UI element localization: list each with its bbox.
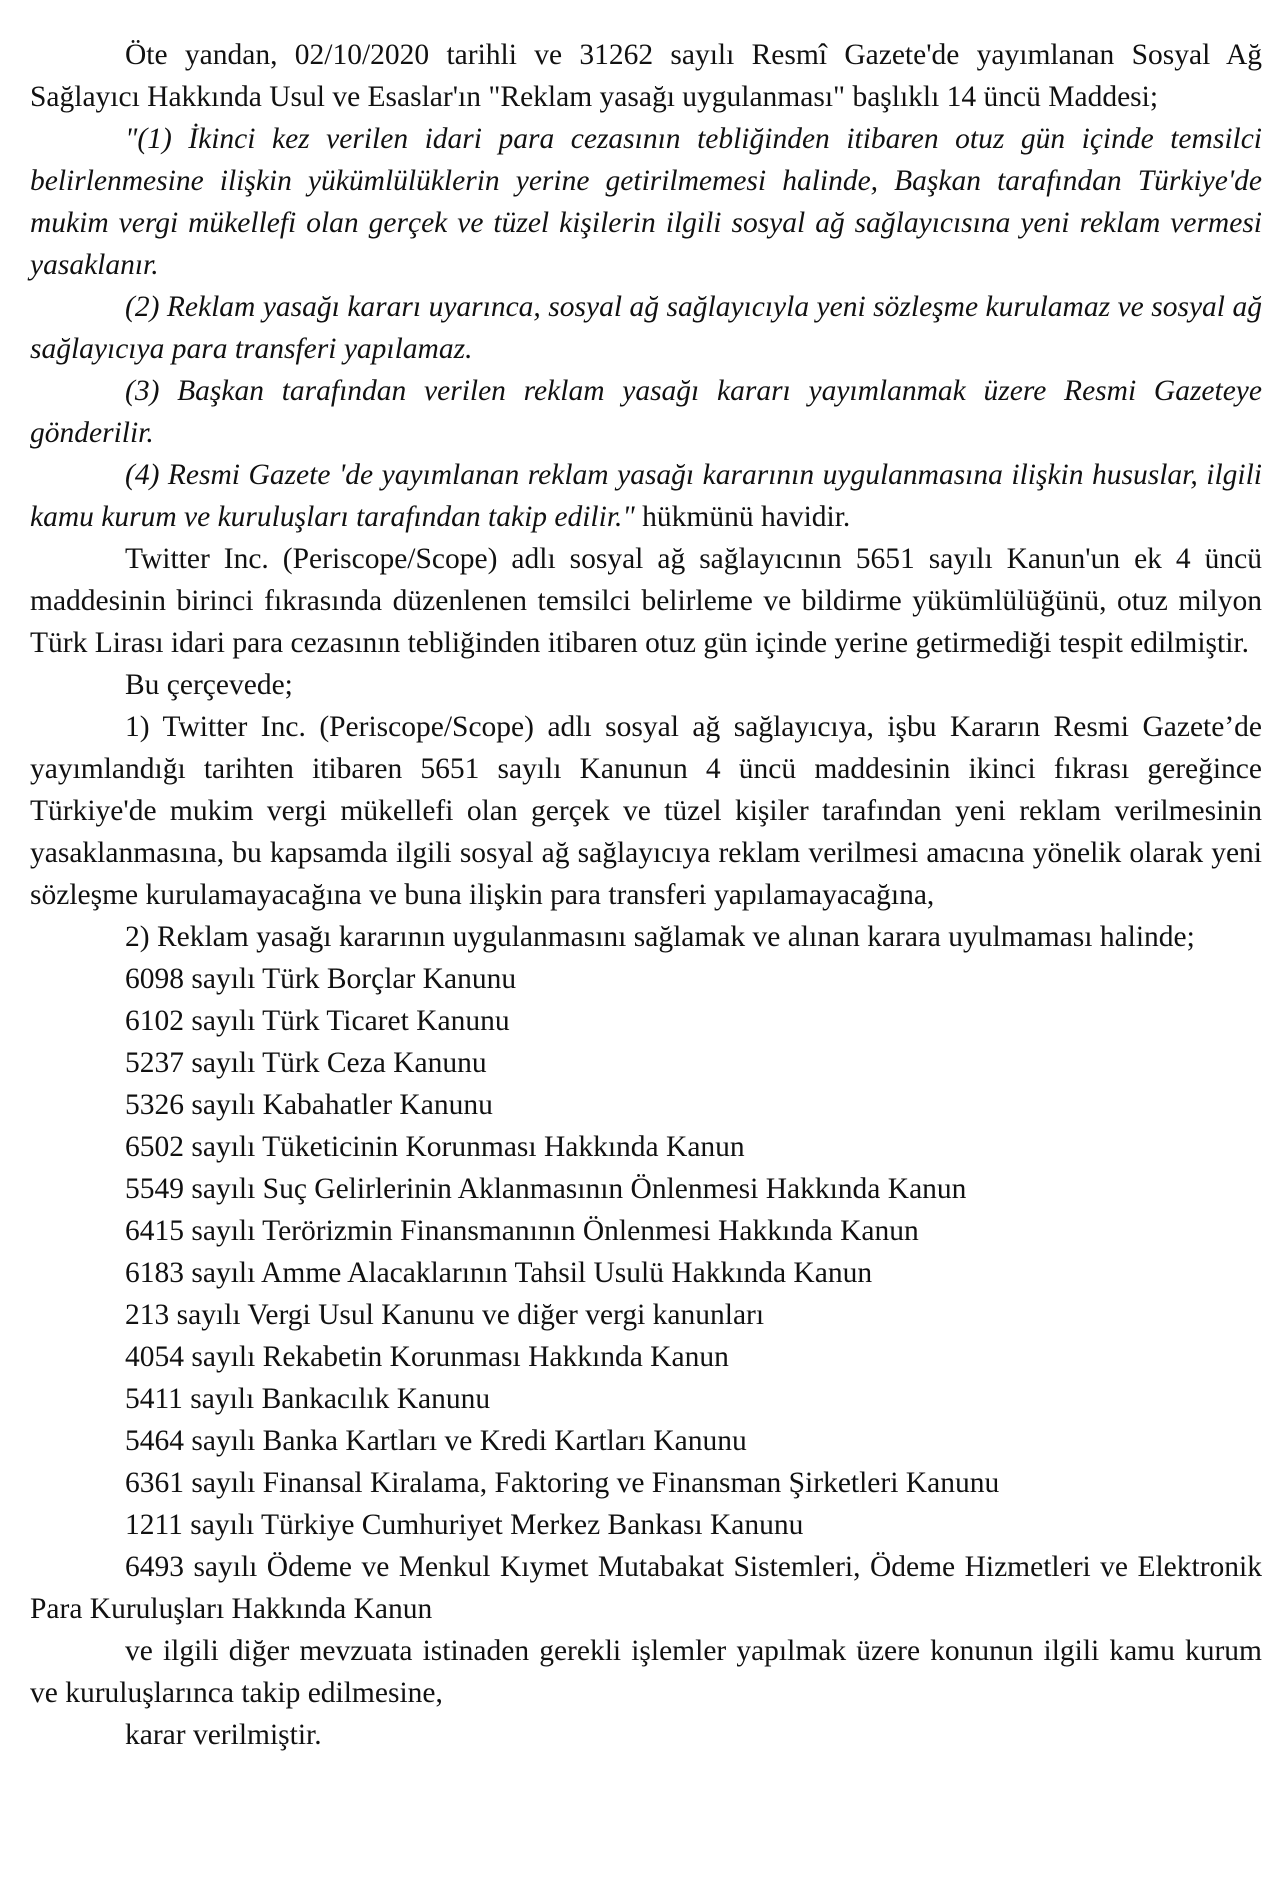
law-item: 213 sayılı Vergi Usul Kanunu ve diğer vergi kanunları	[125, 1299, 765, 1331]
closing-paragraph: ve ilgili diğer mevzuata istinaden gerekli işlemler yapılmak üzere konunun ilgili kamu kurum ve kuruluşlarınca takip edilmesine,	[30, 1635, 1262, 1709]
twitter-paragraph: Twitter Inc. (Periscope/Scope) adlı sosyal ağ sağlayıcının 5651 sayılı Kanun'un ek 4 üncü maddesinin birinci fıkrasında düzenlenen temsilci belirleme ve bildirme yükümlülüğünü, otuz milyon Türk Lirası idari para cezasının tebliğinden itibaren otuz gün içinde yerine getirmediği tespit edilmiştir.	[30, 543, 1262, 659]
decision-item-1: 1) Twitter Inc. (Periscope/Scope) adlı sosyal ağ sağlayıcıya, işbu Kararın Resmi Gazete’de yayımlandığı tarihten itibaren 5651 sayılı Kanunun 4 üncü maddesinin ikinci fıkrası gereğince Türkiye'de mukim vergi mükellefi olan gerçek ve tüzel kişiler tarafından yeni reklam verilmesinin yasaklanmasına, bu kapsamda ilgili sosyal ağ sağlayıcıya reklam verilmesi amacına yönelik olarak yeni sözleşme kurulamayacağına ve buna ilişkin para transferi yapılamayacağına,	[30, 711, 1262, 911]
bu-cercevede-line: Bu çerçevede;	[125, 669, 293, 701]
law-list	[30, 958, 1262, 1630]
law-item: 5237 sayılı Türk Ceza Kanunu	[125, 1047, 487, 1079]
law-item: 6415 sayılı Terörizmin Finansmanının Önlenmesi Hakkında Kanun	[125, 1215, 919, 1247]
law-item: 4054 sayılı Rekabetin Korunması Hakkında Kanun	[125, 1341, 729, 1373]
law-item: 5326 sayılı Kabahatler Kanunu	[125, 1089, 493, 1121]
quoted-article-4-tail: hükmünü havidir.	[634, 501, 851, 533]
law-item: 6493 sayılı Ödeme ve Menkul Kıymet Mutabakat Sistemleri, Ödeme Hizmetleri ve Elektronik Para Kuruluşları Hakkında Kanun	[30, 1551, 1262, 1625]
law-item: 5411 sayılı Bankacılık Kanunu	[125, 1383, 491, 1415]
law-item: 6361 sayılı Finansal Kiralama, Faktoring ve Finansman Şirketleri Kanunu	[125, 1467, 1000, 1499]
law-item: 5549 sayılı Suç Gelirlerinin Aklanmasının Önlenmesi Hakkında Kanun	[125, 1173, 967, 1205]
quoted-article-1: "(1) İkinci kez verilen idari para cezasının tebliğinden itibaren otuz gün içinde temsilci belirlenmesine ilişkin yükümlülüklerin yerine getirilmemesi halinde, Başkan tarafından Türkiye'de mukim vergi mükellefi olan gerçek ve tüzel kişilerin ilgili sosyal ağ sağlayıcısına yeni reklam vermesi yasaklanır.	[30, 123, 1262, 281]
law-item: 6102 sayılı Türk Ticaret Kanunu	[125, 1005, 510, 1037]
law-item: 6183 sayılı Amme Alacaklarının Tahsil Usulü Hakkında Kanun	[125, 1257, 873, 1289]
quoted-article-2: (2) Reklam yasağı kararı uyarınca, sosyal ağ sağlayıcıyla yeni sözleşme kurulamaz ve sosyal ağ sağlayıcıya para transferi yapılamaz.	[30, 291, 1262, 365]
law-item: 6098 sayılı Türk Borçlar Kanunu	[125, 963, 517, 995]
quoted-article-4	[30, 454, 1262, 538]
intro-paragraph: Öte yandan, 02/10/2020 tarihli ve 31262 sayılı Resmî Gazete'de yayımlanan Sosyal Ağ Sağlayıcı Hakkında Usul ve Esaslar'ın "Reklam yasağı uygulanması" başlıklı 14 üncü Maddesi;	[30, 39, 1262, 113]
law-item: 1211 sayılı Türkiye Cumhuriyet Merkez Bankası Kanunu	[125, 1509, 804, 1541]
law-item: 5464 sayılı Banka Kartları ve Kredi Kartları Kanunu	[125, 1425, 747, 1457]
closing-line: karar verilmiştir.	[125, 1719, 322, 1751]
law-item: 6502 sayılı Tüketicinin Korunması Hakkında Kanun	[125, 1131, 745, 1163]
quoted-article-4-text: (4) Resmi Gazete 'de yayımlanan reklam yasağı kararının uygulanmasına ilişkin hususlar, ilgili kamu kurum ve kuruluşları tarafından takip edilir."	[30, 459, 1262, 533]
quoted-article-3: (3) Başkan tarafından verilen reklam yasağı kararı yayımlanmak üzere Resmi Gazeteye gönderilir.	[30, 375, 1262, 449]
decision-item-2: 2) Reklam yasağı kararının uygulanmasını sağlamak ve alınan karara uyulmaması halinde;	[125, 921, 1195, 953]
